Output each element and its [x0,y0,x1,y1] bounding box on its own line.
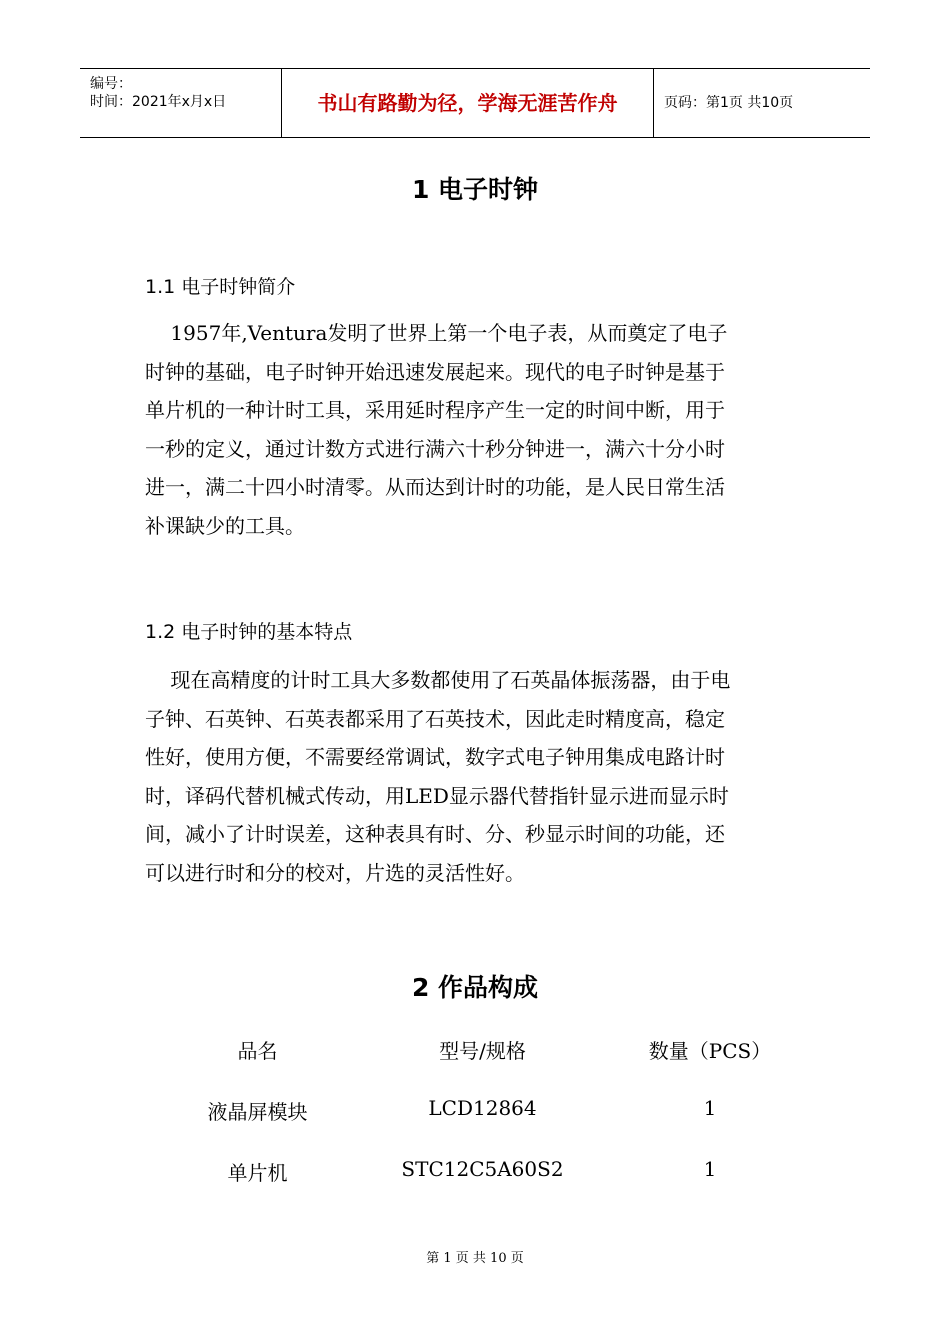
table-cell: 1 [703,1157,717,1181]
subsection-1-2-title: 1.2 电子时钟的基本特点 [145,621,353,643]
table-row [145,1157,825,1218]
header-motto: 书山有路勤为径，学海无涯苦作舟 [282,69,654,137]
table-row [145,1096,825,1157]
header-page-info: 页码：第1页 共10页 [664,95,794,111]
paragraph-line: 时，译码代替机械式传动，用LED显示器代替指针显示进而显示时 [145,783,729,808]
section-1-title: 1 电子时钟 [411,175,539,204]
subsection-1-2-body [145,661,805,892]
date-label: 时间：2021年x月x日 [90,94,227,110]
table-header-cell: 数量（PCS） [648,1039,772,1063]
paragraph-line: 进一，满二十四小时清零。从而达到计时的功能，是人民日常生活 [145,475,725,499]
subsection-1-1-body [145,314,805,545]
subsection-1-1-title: 1.1 电子时钟简介 [145,276,296,298]
paragraph-line: 单片机的一种计时工具，采用延时程序产生一定的时间中断，用于 [145,398,725,422]
paragraph-line: 一秒的定义，通过计数方式进行满六十秒分钟进一，满六十分小时 [145,436,725,461]
table-cell: STC12C5A60S2 [401,1157,564,1181]
paragraph-line: 现在高精度的计时工具大多数都使用了石英晶体振荡器，由于电 [145,668,731,692]
section-2-title: 2 作品构成 [411,973,539,1002]
serial-label: 编号： [90,76,132,92]
table-cell: 1 [703,1096,717,1120]
table-cell: 单片机 [227,1161,288,1185]
paragraph-line: 间，减小了计时误差，这种表具有时、分、秒显示时间的功能，还 [145,822,725,846]
paragraph-line: 1957年,Ventura发明了世界上第一个电子表，从而奠定了电子 [145,321,728,345]
paragraph-line: 时钟的基础，电子时钟开始迅速发展起来。现代的电子时钟是基于 [145,359,725,384]
table-header-cell: 品名 [237,1039,278,1063]
table-cell: 液晶屏模块 [207,1100,308,1124]
component-table [145,1035,825,1218]
paragraph-line: 子钟、石英钟、石英表都采用了石英技术，因此走时精度高，稳定 [145,706,725,731]
paragraph-line: 补课缺少的工具。 [145,513,305,538]
paragraph-line: 可以进行时和分的校对，片选的灵活性好。 [145,860,525,885]
header-table [80,68,870,138]
table-cell: LCD12864 [428,1096,537,1120]
paragraph-line: 性好，使用方便，不需要经常调试，数字式电子钟用集成电路计时 [145,745,725,769]
table-header-row [145,1035,825,1096]
table-header-cell: 型号/规格 [439,1039,526,1063]
page-footer: 第 1 页 共 10 页 [426,1251,524,1266]
header-meta-cell [80,69,282,137]
